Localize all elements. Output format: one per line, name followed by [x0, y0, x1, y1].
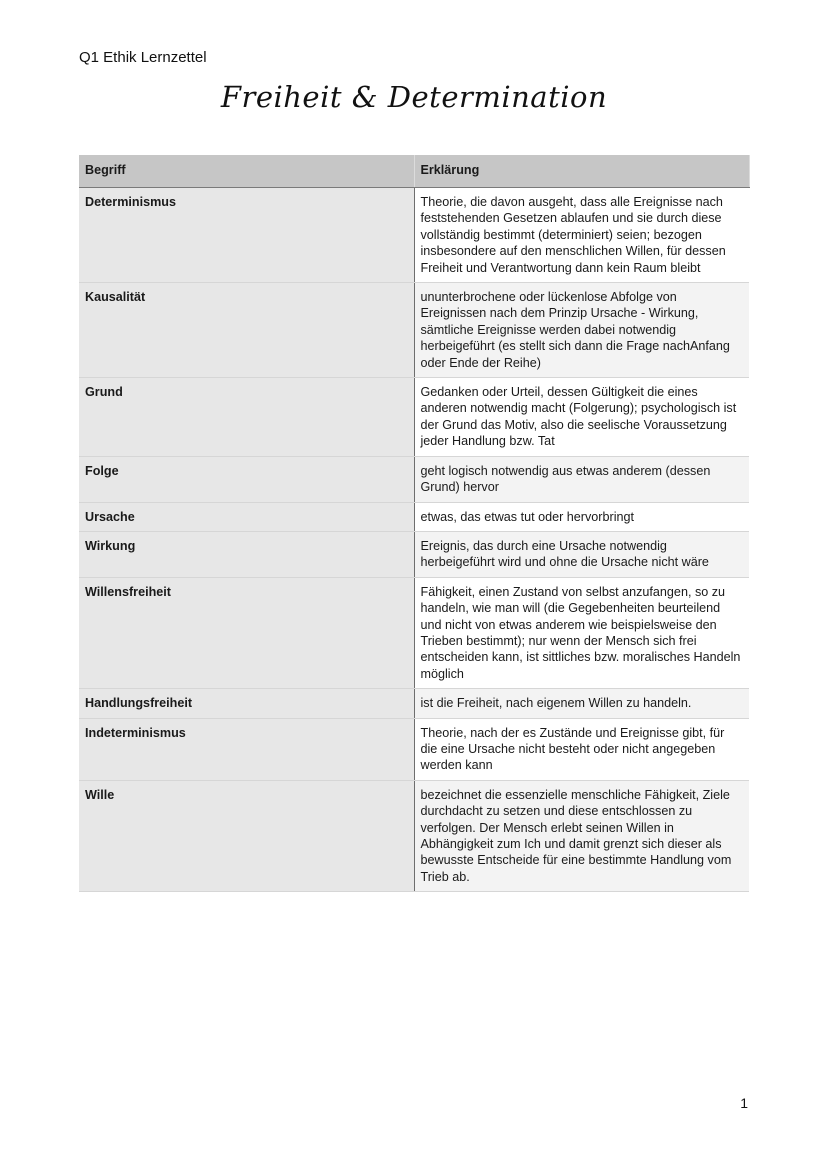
page-title: Freiheit & Determination [220, 80, 608, 114]
term-cell: Ursache [79, 502, 414, 531]
table-row [79, 718, 749, 780]
explanation-cell: Gedanken oder Urteil, dessen Gültigkeit die eines anderen notwendig macht (Folgerung); psychologisch ist der Grund das Motiv, also die seelische Voraussetzung jeder Handlung bzw. Tat [414, 378, 749, 457]
term-cell: Grund [79, 378, 414, 457]
term-cell: Wirkung [79, 531, 414, 577]
term-cell: Handlungsfreiheit [79, 689, 414, 718]
table-header-row [79, 155, 749, 188]
table-row [79, 531, 749, 577]
explanation-cell: ist die Freiheit, nach eigenem Willen zu handeln. [414, 689, 749, 718]
explanation-cell: ununterbrochene oder lückenlose Abfolge von Ereignissen nach dem Prinzip Ursache - Wirkung, sämtliche Ereignisse werden dabei notwendig herbeigeführt (es stellt sich dann die Frage nachAnfang oder Ende der Reihe) [414, 283, 749, 378]
term-cell: Folge [79, 456, 414, 502]
explanation-cell: etwas, das etwas tut oder hervorbringt [414, 502, 749, 531]
table-row [79, 283, 749, 378]
column-header-term: Begriff [79, 155, 414, 188]
table-row [79, 689, 749, 718]
document-subject: Q1 Ethik Lernzettel [79, 49, 207, 66]
explanation-cell: Theorie, nach der es Zustände und Ereignisse gibt, für die eine Ursache nicht besteht oder nicht angegeben werden kann [414, 718, 749, 780]
table-row [79, 780, 749, 891]
term-cell: Indeterminismus [79, 718, 414, 780]
explanation-cell: geht logisch notwendig aus etwas anderem (dessen Grund) hervor [414, 456, 749, 502]
table-row [79, 188, 749, 283]
term-cell: Willensfreiheit [79, 577, 414, 688]
term-cell: Kausalität [79, 283, 414, 378]
table-row [79, 502, 749, 531]
table-row [79, 577, 749, 688]
explanation-cell: Theorie, die davon ausgeht, dass alle Ereignisse nach feststehenden Gesetzen ablaufen und sie durch diese vollständig bestimmt (determiniert) seien; bezogen insbesondere auf den menschlichen Willen, für dessen Freiheit und Verantwortung dann kein Raum bleibt [414, 188, 749, 283]
table-row [79, 456, 749, 502]
explanation-cell: bezeichnet die essenzielle menschliche Fähigkeit, Ziele durchdacht zu setzen und diese entschlossen zu verfolgen. Der Mensch erlebt seinen Willen in Abhängigkeit zum Ich und damit grenzt sich dieser als bewusste Entscheide für eine bestimmte Handlung vom Trieb ab. [414, 780, 749, 891]
column-header-explanation: Erklärung [414, 155, 749, 188]
page-number: 1 [740, 1095, 748, 1111]
explanation-cell: Fähigkeit, einen Zustand von selbst anzufangen, so zu handeln, wie man will (die Gegebenheiten beurteilend und nicht von etwas anderem wie beispielsweise den Trieben bestimmt); nur wenn der Mensch sich frei entscheiden kann, ist sittliches bzw. moralisches Handeln möglich [414, 577, 749, 688]
explanation-cell: Ereignis, das durch eine Ursache notwendig herbeigeführt wird und ohne die Ursache nicht wäre [414, 531, 749, 577]
glossary-table [79, 155, 750, 892]
term-cell: Determinismus [79, 188, 414, 283]
term-cell: Wille [79, 780, 414, 891]
table-row [79, 378, 749, 457]
